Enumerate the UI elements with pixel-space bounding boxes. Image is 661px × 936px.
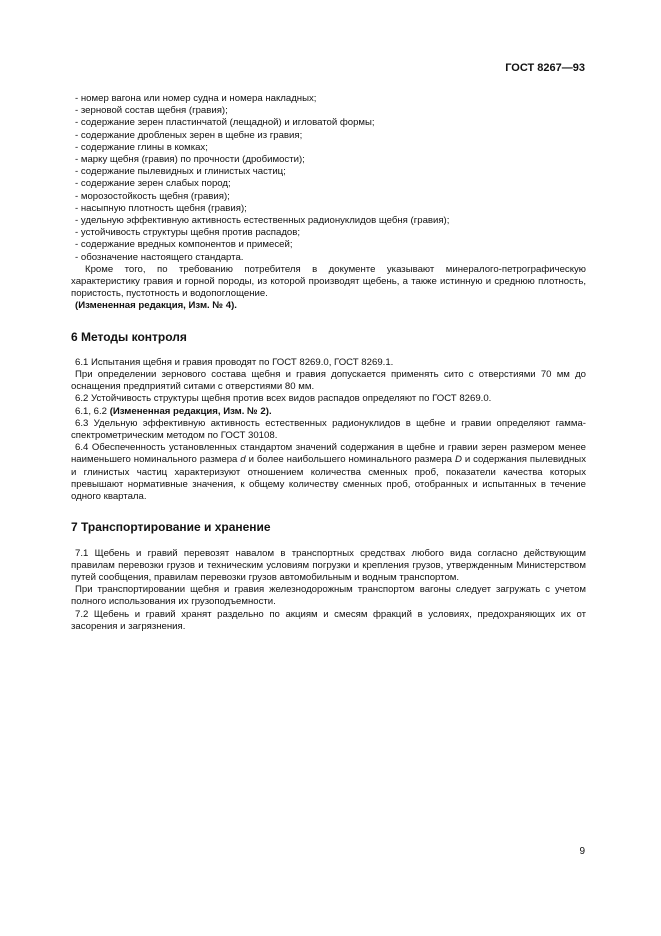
paragraph-6-4: 6.4 Обеспеченность установленных стандартом значений содержания в щебне и гравии зерен размером менее наименьшего номинального размера d и более наибольшего номинального размера D и содержания пылевидных и глинистых частиц характеризуют отношением количества сменных проб, показатели качества которых превышают нормативные значения, к общему количеству сменных проб, отобранных и испытанных в течение одного квартала. <box>71 442 586 503</box>
paragraph-7-1b: При транспортировании щебня и гравия железнодорожным транспортом вагоны следует загружать с учетом полного использования их грузоподъемности. <box>71 584 586 608</box>
requirements-list <box>71 93 586 264</box>
page-number: 9 <box>579 846 585 857</box>
paragraph-extra: Кроме того, по требованию потребителя в документе указывают минералого-петрографическую характеристику гравия и горной породы, из которой производят щебень, а также истинную и среднюю плотность, пористость, пустотность и водопоглощение. <box>71 263 586 300</box>
paragraph-6-1b: При определении зернового состава щебня и гравия допускается применять сито с отверстиями 70 мм до оснащения предприятий ситами с отверстиями 80 мм. <box>71 369 586 393</box>
list-item: - содержание глины в комках; <box>75 141 208 153</box>
list-item: - содержание дробленых зерен в щебне из гравия; <box>75 129 303 141</box>
list-item: - марку щебня (гравия) по прочности (дробимости); <box>75 154 305 166</box>
amendment-note: (Измененная редакция, Изм. № 4). <box>75 300 237 312</box>
list-item: - морозостойкость щебня (гравия); <box>75 190 230 202</box>
paragraph-6-3: 6.3 Удельную эффективную активность естественных радионуклидов в щебне и гравии определяют гамма-спектрометрическим методом по ГОСТ 30108. <box>71 417 586 442</box>
document-header: ГОСТ 8267—93 <box>505 62 585 74</box>
page-content <box>71 93 586 633</box>
amendment-6-1-6-2: 6.1, 6.2 (Измененная редакция, Изм. № 2). <box>75 405 272 417</box>
paragraph-7-1: 7.1 Щебень и гравий перевозят навалом в транспортных средствах любого вида согласно действующим правилам перевозки грузов и техническим условиям погрузки и крепления грузов, утвержденным Министерством путей сообщения, правилам перевозки грузов автомобильным и водным транспортом. <box>71 547 586 583</box>
list-item: - устойчивость структуры щебня против распадов; <box>75 227 301 239</box>
list-item: - номер вагона или номер судна и номера накладных; <box>75 93 317 104</box>
list-item: - содержание зерен пластинчатой (лещадной) и игловатой формы; <box>75 117 375 129</box>
list-item: - удельную эффективную активность естественных радионуклидов щебня (гравия); <box>75 215 450 227</box>
list-item: - обозначение настоящего стандарта. <box>75 251 244 263</box>
paragraph-6-2: 6.2 Устойчивость структуры щебня против всех видов распадов определяют по ГОСТ 8269.0. <box>75 393 492 405</box>
section-6-title: 6 Методы контроля <box>71 329 187 344</box>
list-item: - зерновой состав щебня (гравия); <box>75 105 228 117</box>
list-item: - содержание вредных компонентов и примесей; <box>75 239 293 251</box>
list-item: - содержание зерен слабых пород; <box>75 178 231 190</box>
section-7-title: 7 Транспортирование и хранение <box>71 520 271 535</box>
list-item: - содержание пылевидных и глинистых частиц; <box>75 166 286 178</box>
paragraph-6-1: 6.1 Испытания щебня и гравия проводят по ГОСТ 8269.0, ГОСТ 8269.1. <box>75 356 394 368</box>
list-item: - насыпную плотность щебня (гравия); <box>75 202 247 214</box>
paragraph-7-2: 7.2 Щебень и гравий хранят раздельно по акциям и смесям фракций в условиях, предохраняющих их от засорения и загрязнения. <box>71 608 586 632</box>
